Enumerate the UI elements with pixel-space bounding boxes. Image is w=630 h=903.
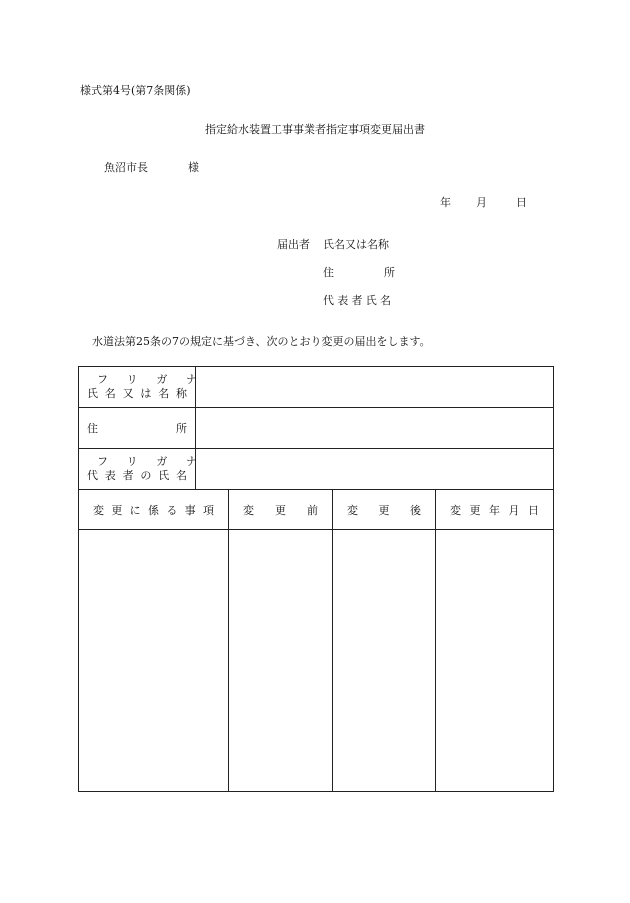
date-month-label: 月 — [476, 196, 487, 209]
statement: 水道法第25条の7の規定に基づき、次のとおり変更の届出をします。 — [92, 335, 431, 348]
applicant-label: 届出者 — [277, 238, 310, 251]
changes-body-row — [79, 530, 554, 792]
document-title: 指定給水装置工事事業者指定事項変更届出書 — [205, 123, 425, 136]
address-label: 住 所 — [87, 422, 187, 435]
header-before-change: 変 更 前 — [229, 490, 333, 530]
before-change-input[interactable] — [229, 530, 333, 792]
after-change-input[interactable] — [333, 530, 436, 792]
representative-label-cell — [79, 449, 196, 490]
addressee-name: 魚沼市長 — [104, 161, 148, 174]
change-date-input[interactable] — [436, 530, 554, 792]
rep-furigana-label: フ リ ガ ナ — [97, 455, 197, 468]
applicant-address-label: 住 所 — [323, 266, 395, 279]
name-input-cell[interactable] — [196, 367, 554, 408]
change-item-input[interactable] — [79, 530, 229, 792]
name-label-cell — [79, 367, 196, 408]
date-year-label: 年 — [440, 196, 451, 209]
representative-row — [79, 449, 554, 490]
address-input-cell[interactable] — [196, 408, 554, 449]
changes-header-row — [79, 490, 554, 530]
representative-input-cell[interactable] — [196, 449, 554, 490]
date-line — [440, 194, 527, 210]
representative-label: 代 表 者 の 氏 名 — [87, 469, 187, 482]
address-row — [79, 408, 554, 449]
furigana-label: フ リ ガ ナ — [97, 373, 197, 386]
change-notification-table — [78, 366, 554, 792]
header-after-change: 変 更 後 — [333, 490, 436, 530]
applicant-representative-label: 代 表 者 氏 名 — [323, 294, 391, 307]
header-change-item: 変 更 に 係 る 事 項 — [79, 490, 229, 530]
form-number: 様式第4号(第7条関係) — [80, 84, 191, 97]
date-day-label: 日 — [516, 196, 527, 209]
addressee-honorific: 様 — [188, 161, 199, 174]
applicant-name-label: 氏名又は名称 — [323, 238, 389, 251]
address-label-cell — [79, 408, 196, 449]
addressee — [104, 159, 199, 175]
name-label: 氏 名 又 は 名 称 — [87, 387, 187, 400]
name-row — [79, 367, 554, 408]
header-change-date: 変 更 年 月 日 — [436, 490, 554, 530]
